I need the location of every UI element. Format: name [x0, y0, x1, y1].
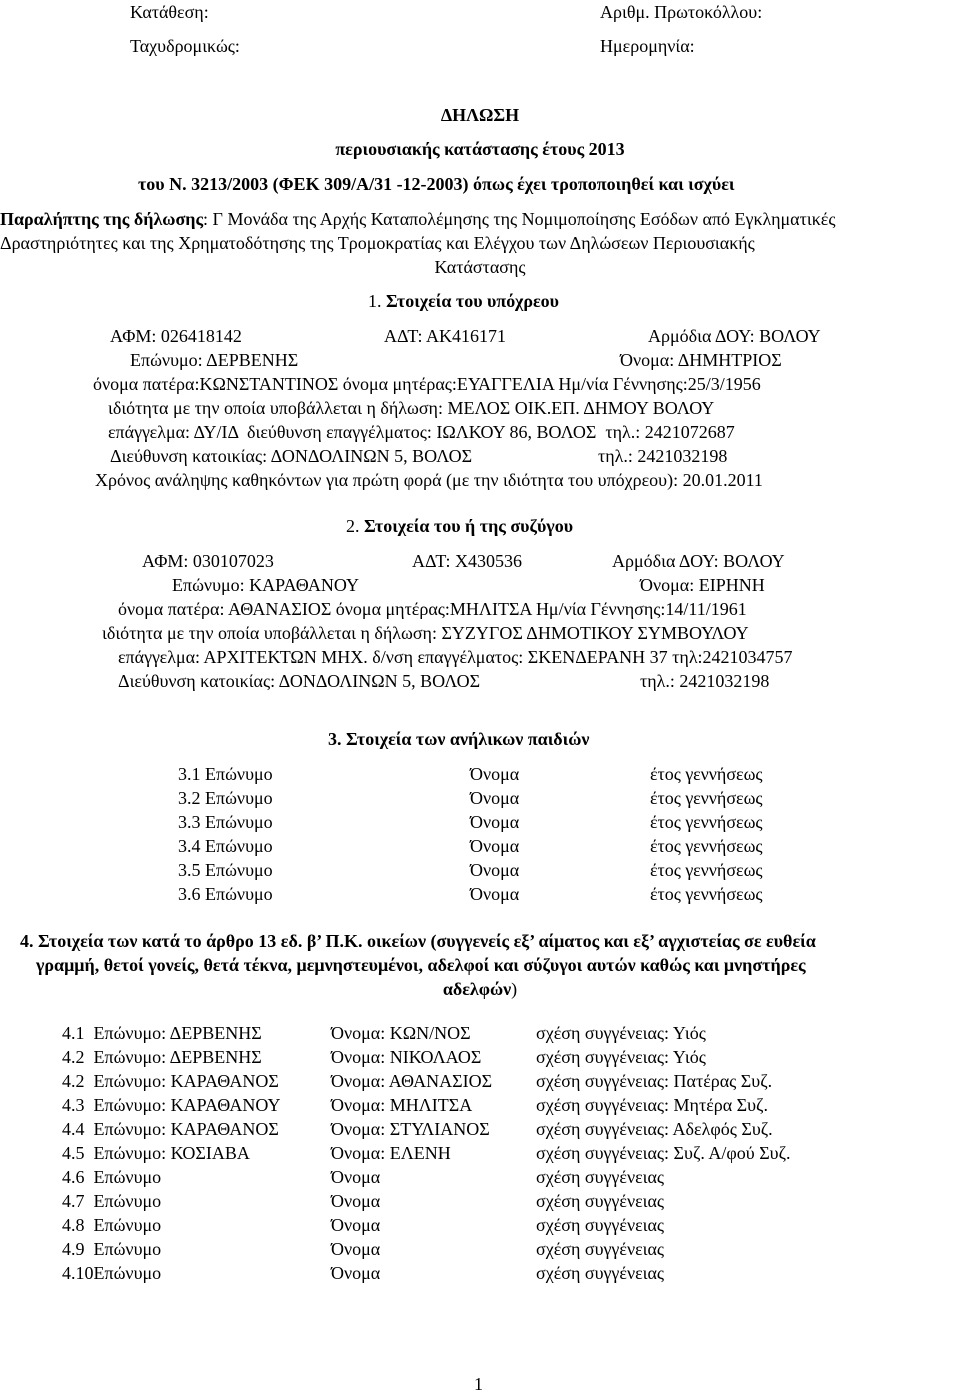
relative-name: Όνομα: ΕΛΕΝΗ — [331, 1143, 451, 1163]
relative-name: Όνομα: ΚΩΝ/ΝΟΣ — [331, 1023, 471, 1043]
recipient-line-3: Κατάστασης — [434, 257, 526, 277]
date-label: Ημερομηνία: — [600, 36, 695, 56]
section2-parents: όνομα πατέρα: ΑΘΑΝΑΣΙΟΣ όνομα μητέρας:ΜΗΛΙΤΣΑ Ημ/νία Γέννησης:14/11/1961 — [118, 599, 747, 619]
child-name: Όνομα — [470, 860, 520, 880]
section2-surname: Επώνυμο: ΚΑΡΑΘΑΝΟΥ — [172, 575, 360, 595]
section1-surname: Επώνυμο: ΔΕΡΒΕΝΗΣ — [130, 350, 299, 370]
child-name: Όνομα — [470, 836, 520, 856]
child-surname: 3.3 Επώνυμο — [178, 812, 273, 832]
section4-heading-line-3: αδελφών) — [442, 979, 518, 999]
section1-doy: Αρμόδια ΔΟΥ: ΒΟΛΟΥ — [648, 326, 821, 346]
section4-heading-line-1: 4. Στοιχεία των κατά το άρθρο 13 εδ. β’ Π.Κ. οικείων (συγγενείς εξ’ αίματος και εξ’ αγχιστείας σε ευθεία — [20, 931, 816, 951]
relative-surname: 4.8 Επώνυμο — [62, 1215, 162, 1235]
section1-heading: 1. Στοιχεία του υπόχρεου — [368, 291, 560, 311]
relative-surname: 4.1 Επώνυμο: ΔΕΡΒΕΝΗΣ — [62, 1023, 262, 1043]
child-surname: 3.4 Επώνυμο — [178, 836, 273, 856]
child-surname: 3.6 Επώνυμο — [178, 884, 273, 904]
section3-heading: 3. Στοιχεία των ανήλικων παιδιών — [328, 729, 590, 749]
relative-surname: 4.2 Επώνυμο: ΚΑΡΑΘΑΝΟΣ — [62, 1071, 279, 1091]
law-reference: του Ν. 3213/2003 (ΦΕΚ 309/Α/31 -12-2003) όπως έχει τροποποιηθεί και ισχύει — [138, 174, 735, 194]
section2-adt: ΑΔΤ: Χ430536 — [412, 551, 522, 571]
postal-label: Ταχυδρομικώς: — [130, 36, 240, 56]
child-birth-year: έτος γεννήσεως — [650, 884, 763, 904]
child-birth-year: έτος γεννήσεως — [650, 860, 763, 880]
child-name: Όνομα — [470, 812, 520, 832]
child-birth-year: έτος γεννήσεως — [650, 812, 763, 832]
relative-surname: 4.3 Επώνυμο: ΚΑΡΑΘΑΝΟΥ — [62, 1095, 281, 1115]
page-number: 1 — [474, 1374, 483, 1394]
document-subtitle: περιουσιακής κατάστασης έτους 2013 — [335, 139, 625, 159]
relative-relation: σχέση συγγένειας — [536, 1167, 665, 1187]
section2-capacity: ιδιότητα με την οποία υποβάλλεται η δήλωση: ΣΥΖΥΓΟΣ ΔΗΜΟΤΙΚΟΥ ΣΥΜΒΟΥΛΟΥ — [102, 623, 749, 643]
child-birth-year: έτος γεννήσεως — [650, 836, 763, 856]
relative-relation: σχέση συγγένειας — [536, 1263, 665, 1283]
section1-adt: ΑΔΤ: ΑΚ416171 — [384, 326, 506, 346]
relative-surname: 4.7 Επώνυμο — [62, 1191, 162, 1211]
relative-surname: 4.4 Επώνυμο: ΚΑΡΑΘΑΝΟΣ — [62, 1119, 279, 1139]
relative-name: Όνομα — [331, 1167, 381, 1187]
relative-name: Όνομα: ΝΙΚΟΛΑΟΣ — [331, 1047, 482, 1067]
section1-afm: ΑΦΜ: 026418142 — [110, 326, 242, 346]
child-birth-year: έτος γεννήσεως — [650, 788, 763, 808]
relative-relation: σχέση συγγένειας — [536, 1191, 665, 1211]
child-surname: 3.2 Επώνυμο — [178, 788, 273, 808]
section1-home-phone: τηλ.: 2421032198 — [598, 446, 728, 466]
child-birth-year: έτος γεννήσεως — [650, 764, 763, 784]
relative-relation: σχέση συγγένειας: Μητέρα Συζ. — [536, 1095, 769, 1115]
relative-relation: σχέση συγγένειας: Πατέρας Συζ. — [536, 1071, 773, 1091]
relative-name: Όνομα — [331, 1263, 381, 1283]
recipient-label: Παραλήπτης της δήλωσης — [0, 209, 204, 229]
relative-relation: σχέση συγγένειας: Υιός — [536, 1023, 706, 1043]
relative-relation: σχέση συγγένειας — [536, 1239, 665, 1259]
child-name: Όνομα — [470, 884, 520, 904]
section2-heading: 2. Στοιχεία του ή της συζύγου — [346, 516, 574, 536]
relative-relation: σχέση συγγένειας: Υιός — [536, 1047, 706, 1067]
submission-label: Κατάθεση: — [130, 2, 209, 22]
relative-surname: 4.9 Επώνυμο — [62, 1239, 162, 1259]
relative-name: Όνομα: ΣΤΥΛΙΑΝΟΣ — [331, 1119, 490, 1139]
relative-surname: 4.10Επώνυμο — [62, 1263, 162, 1283]
recipient-line-1: Παραλήπτης της δήλωσης: Γ Μονάδα της Αρχής Καταπολέμησης της Νομιμοποίησης Εσόδων από Εγκληματικές — [0, 209, 836, 229]
section2-afm: ΑΦΜ: 030107023 — [142, 551, 274, 571]
relative-name: Όνομα — [331, 1239, 381, 1259]
relative-surname: 4.6 Επώνυμο — [62, 1167, 162, 1187]
relative-name: Όνομα: ΑΘΑΝΑΣΙΟΣ — [331, 1071, 493, 1091]
section1-parents: όνομα πατέρα:ΚΩΝΣΤΑΝΤΙΝΟΣ όνομα μητέρας:ΕΥΑΓΓΕΛΙΑ Ημ/νία Γέννησης:25/3/1956 — [93, 374, 761, 394]
section2-home-phone: τηλ.: 2421032198 — [640, 671, 770, 691]
section1-home-address: Διεύθυνση κατοικίας: ΔΟΝΔΟΛΙΝΩΝ 5, ΒΟΛΟΣ — [110, 446, 473, 466]
relative-relation: σχέση συγγένειας: Συζ. Α/φού Συζ. — [536, 1143, 791, 1163]
relative-relation: σχέση συγγένειας — [536, 1215, 665, 1235]
child-surname: 3.1 Επώνυμο — [178, 764, 273, 784]
relative-relation: σχέση συγγένειας: Αδελφός Συζ. — [536, 1119, 773, 1139]
relative-name: Όνομα — [331, 1215, 381, 1235]
section2-name: Όνομα: ΕΙΡΗΝΗ — [640, 575, 765, 595]
section2-doy: Αρμόδια ΔΟΥ: ΒΟΛΟΥ — [612, 551, 785, 571]
section4-heading-line-2: γραμμή, θετοί γονείς, θετά τέκνα, μεμνηστευμένοι, αδελφοί και σύζυγοι αυτών καθώς και μνηστήρες — [36, 955, 806, 975]
document-title: ΔΗΛΩΣΗ — [440, 105, 520, 125]
relative-name: Όνομα: ΜΗΛΙΤΣΑ — [331, 1095, 473, 1115]
child-surname: 3.5 Επώνυμο — [178, 860, 273, 880]
section1-name: Όνομα: ΔΗΜΗΤΡΙΟΣ — [620, 350, 782, 370]
child-name: Όνομα — [470, 764, 520, 784]
relative-name: Όνομα — [331, 1191, 381, 1211]
section1-capacity: ιδιότητα με την οποία υποβάλλεται η δήλωση: ΜΕΛΟΣ ΟΙΚ.ΕΠ. ΔΗΜΟΥ ΒΟΛΟΥ — [108, 398, 715, 418]
section1-profession: επάγγελμα: ΔΥ/ΙΔ διεύθυνση επαγγέλματος: ΙΩΛΚΟΥ 86, ΒΟΛΟΣ τηλ.: 2421072687 — [108, 422, 735, 442]
section1-first-duty: Χρόνος ανάληψης καθηκόντων για πρώτη φορά (με την ιδιότητα του υπόχρεου): 20.01.2011 — [95, 470, 763, 490]
section2-profession: επάγγελμα: ΑΡΧΙΤΕΚΤΩΝ ΜΗΧ. δ/νση επαγγέλματος: ΣΚΕΝΔΕΡΑΝΗ 37 τηλ:2421034757 — [118, 647, 793, 667]
section2-home-address: Διεύθυνση κατοικίας: ΔΟΝΔΟΛΙΝΩΝ 5, ΒΟΛΟΣ — [118, 671, 481, 691]
relative-surname: 4.5 Επώνυμο: ΚΟΣΙΑΒΑ — [62, 1143, 250, 1163]
child-name: Όνομα — [470, 788, 520, 808]
recipient-line-2: Δραστηριότητες και της Χρηματοδότησης της Τρομοκρατίας και Ελέγχου των Δηλώσεων Περιουσιακής — [0, 233, 755, 253]
protocol-number-label: Αριθμ. Πρωτοκόλλου: — [600, 2, 763, 22]
relative-surname: 4.2 Επώνυμο: ΔΕΡΒΕΝΗΣ — [62, 1047, 262, 1067]
